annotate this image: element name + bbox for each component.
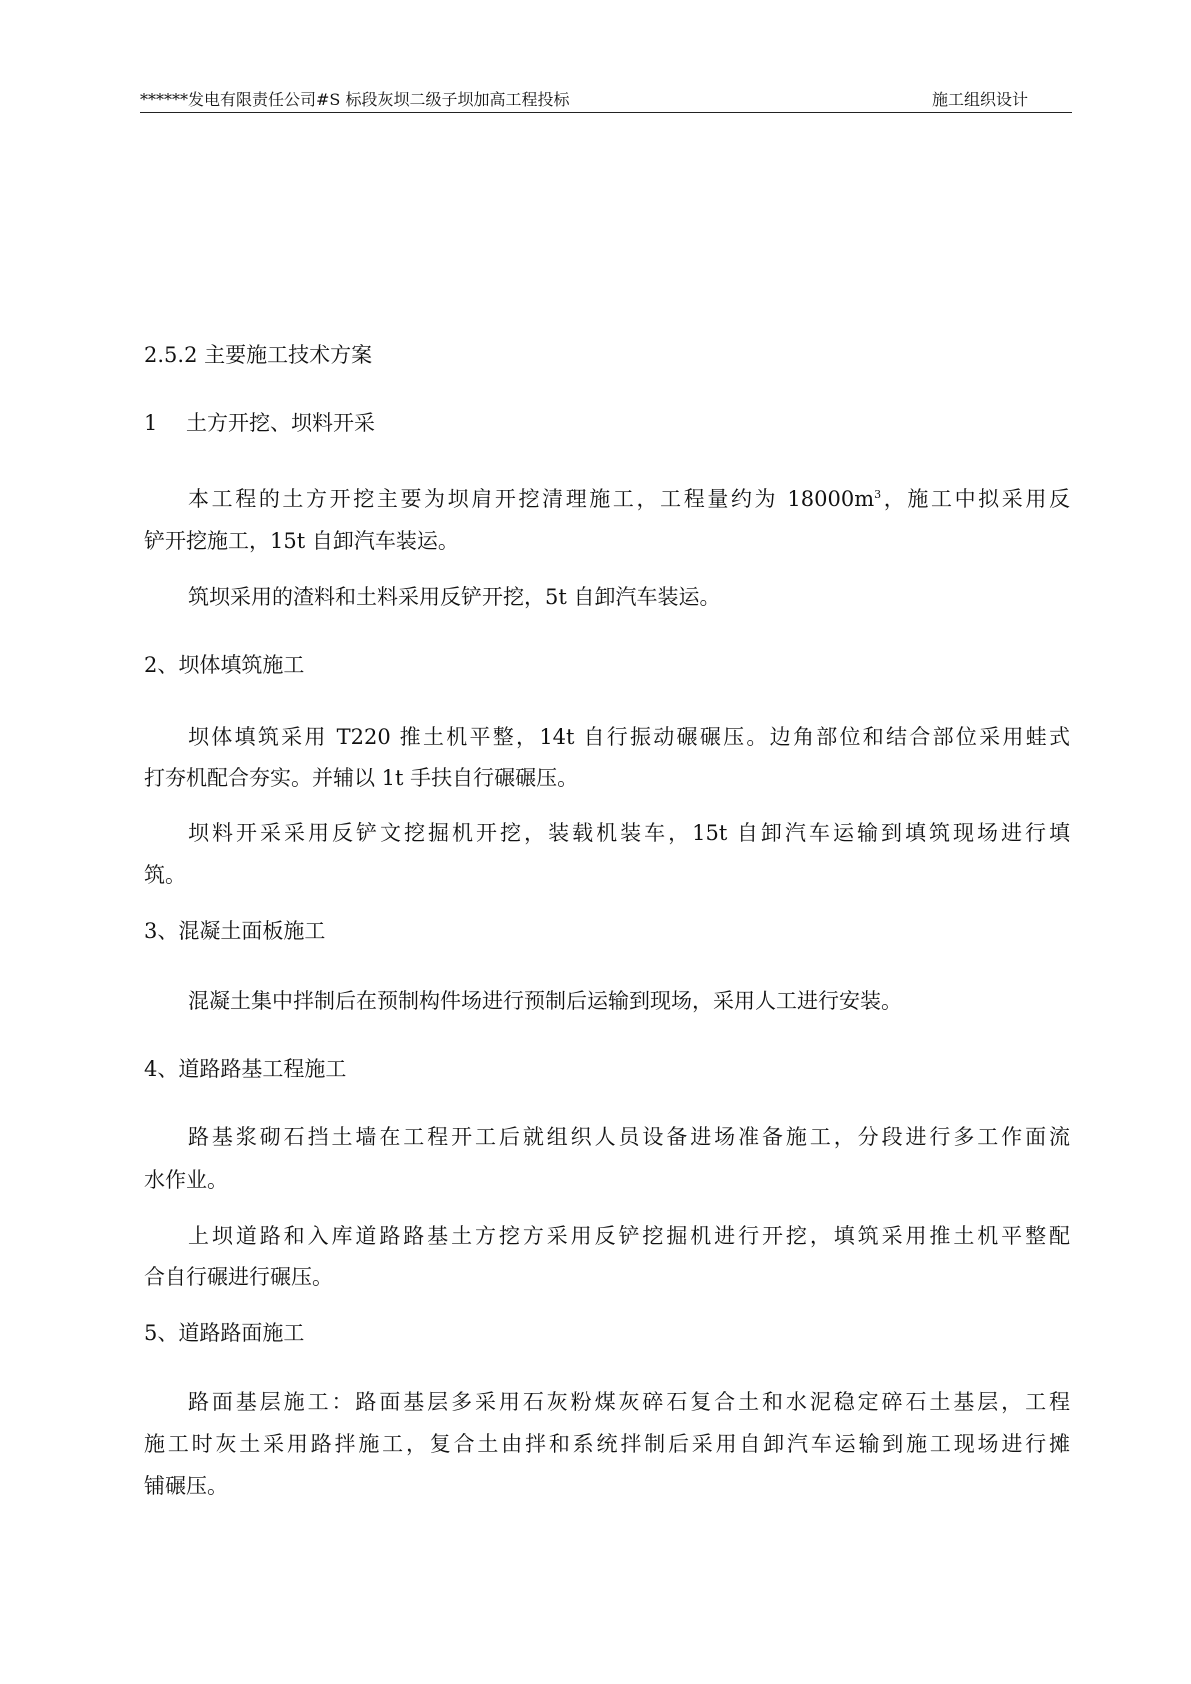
header-left-text: ******发电有限责任公司#S 标段灰坝二级子坝加高工程投标 <box>140 90 570 109</box>
s2-p2-line1: 坝料开采采用反铲文挖掘机开挖，装载机装车，15t 自卸汽车运输到填筑现场进行填 <box>188 821 1070 845</box>
s1-p1-line1 <box>144 484 1070 514</box>
s2-p1-line1: 坝体填筑采用 T220 推土机平整，14t 自行振动碾碾压。边角部位和结合部位采用蛙式 <box>188 725 1070 749</box>
s5-p1-line1: 路面基层施工：路面基层多采用石灰粉煤灰碎石复合土和水泥稳定碎石土基层，工程 <box>188 1390 1070 1414</box>
s1-p1-superscript: 3 <box>874 488 882 501</box>
s4-p1-line1: 路基浆砌石挡土墙在工程开工后就组织人员设备进场准备施工，分段进行多工作面流 <box>188 1125 1070 1149</box>
s1-p1-line2: 铲开挖施工，15t 自卸汽车装运。 <box>144 529 459 553</box>
s4-p1-line2: 水作业。 <box>144 1168 228 1192</box>
s4-p2-line2: 合自行碾进行碾压。 <box>144 1265 333 1289</box>
section-title: 2.5.2 主要施工技术方案 <box>144 343 373 367</box>
s1-p1-line1-tail: ，施工中拟采用反 <box>881 487 1071 511</box>
heading-4: 4、道路路基工程施工 <box>144 1057 347 1081</box>
page-header <box>140 88 1072 113</box>
s3-p1: 混凝土集中拌制后在预制构件场进行预制后运输到现场，采用人工进行安装。 <box>188 989 902 1013</box>
s2-p2-line2: 筑。 <box>144 863 186 887</box>
heading-3: 3、混凝土面板施工 <box>144 919 326 943</box>
heading-1 <box>144 408 1070 438</box>
s2-p1-line2: 打夯机配合夯实。并辅以 1t 手扶自行碾碾压。 <box>144 766 579 790</box>
header-right-text: 施工组织设计 <box>931 90 1028 109</box>
heading-5: 5、道路路面施工 <box>144 1321 305 1345</box>
s1-p1-line1-text: 本工程的土方开挖主要为坝肩开挖清理施工，工程量约为 18000m <box>188 487 875 511</box>
heading-1-number: 1 <box>144 411 158 435</box>
heading-2: 2、坝体填筑施工 <box>144 653 305 677</box>
s5-p1-line2: 施工时灰土采用路拌施工，复合土由拌和系统拌制后采用自卸汽车运输到施工现场进行摊 <box>144 1432 1070 1456</box>
heading-1-title: 土方开挖、坝料开采 <box>186 411 375 435</box>
s1-p2: 筑坝采用的渣料和土料采用反铲开挖，5t 自卸汽车装运。 <box>188 585 721 609</box>
s4-p2-line1: 上坝道路和入库道路路基土方挖方采用反铲挖掘机进行开挖，填筑采用推土机平整配 <box>188 1224 1070 1248</box>
s5-p1-line3: 铺碾压。 <box>144 1474 228 1498</box>
